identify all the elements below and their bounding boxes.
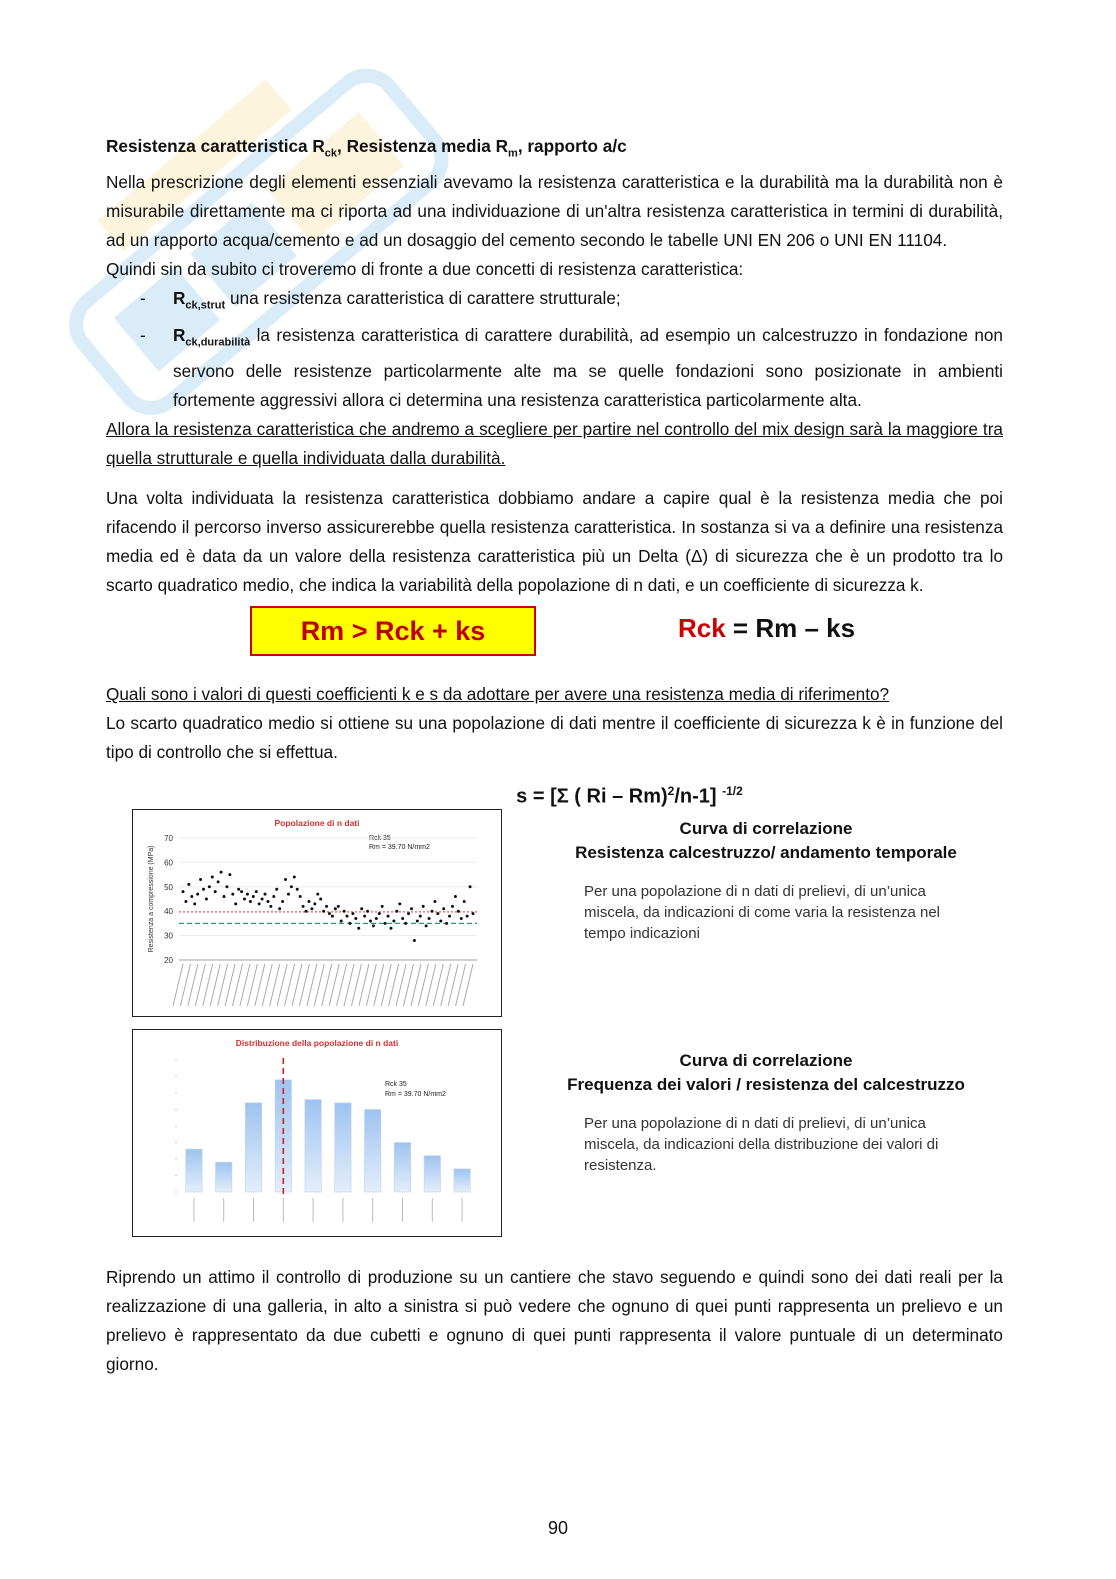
bar xyxy=(305,1100,321,1192)
data-point xyxy=(278,908,281,911)
boxed-formula: Rm > Rck + ks xyxy=(250,606,536,656)
bar xyxy=(186,1149,202,1192)
data-point xyxy=(214,890,217,893)
bar-chart-frame xyxy=(132,1029,502,1237)
data-point xyxy=(360,908,363,911)
bar xyxy=(216,1163,232,1193)
y-tick-label: 20 xyxy=(164,956,173,966)
data-point xyxy=(205,898,208,901)
data-point xyxy=(316,893,319,896)
paragraph-intro: Nella prescrizione degli elementi essenziali avevamo la resistenza caratteristica e la durabilità ma la durabilità non è misurabile direttamente ma ci riporta ad una individuazione di un'altra resistenza caratteristica in termini di durabilità, ad un rapporto acqua/cemento e ad un dosaggio del cemento secondo le tabelle UNI EN 206 o UNI EN 11104. xyxy=(106,172,1003,251)
y-tick-label: 50 xyxy=(164,883,173,893)
data-point xyxy=(351,912,354,915)
caption-subtitle: Resistenza calcestruzzo/ andamento temporale xyxy=(575,843,957,863)
chart-annotation: Rm = 39.70 N/mm2 xyxy=(369,844,430,852)
data-point xyxy=(422,905,425,908)
caption-description: Per una popolazione di n dati di prelievi, di un’unica miscela, da indicazioni della distribuzione dei valori di resistenza. xyxy=(584,1115,939,1175)
data-point xyxy=(436,912,439,915)
data-point xyxy=(407,912,410,915)
data-point xyxy=(208,886,211,889)
data-point xyxy=(187,883,190,886)
data-point xyxy=(202,888,205,891)
data-point xyxy=(433,900,436,903)
chart-title: Popolazione di n dati xyxy=(274,818,360,829)
paragraph-question: Quali sono i valori di questi coefficienti k e s da adottare per avere una resistenza media di riferimento? xyxy=(106,684,890,705)
paragraph-choice: Allora la resistenza caratteristica che andremo a scegliere per partire nel controllo del mix design sarà la maggiore tra quella strutturale e quella individuata dalla durabilità. xyxy=(106,419,1003,469)
data-point xyxy=(258,903,261,906)
y-axis-label: Resistenza a compressione (MPa) xyxy=(148,845,155,953)
data-point xyxy=(419,915,422,918)
bar-chart xyxy=(133,1030,501,1236)
data-point xyxy=(284,878,287,881)
data-point xyxy=(457,910,460,913)
data-point xyxy=(196,893,199,896)
data-point xyxy=(290,886,293,889)
chart-annotation: Rm = 39.70 N/mm2 xyxy=(385,1091,446,1099)
caption-description: Per una popolazione di n dati di prelievi, di un’unica miscela, da indicazioni di come varia la resistenza nel tempo indicazioni xyxy=(584,883,941,943)
data-point xyxy=(472,912,475,915)
data-point xyxy=(299,895,302,898)
data-point xyxy=(223,895,226,898)
data-point xyxy=(243,898,246,901)
formula-row xyxy=(106,600,1003,680)
data-point xyxy=(466,915,469,918)
data-point xyxy=(319,898,322,901)
data-point xyxy=(228,873,231,876)
data-point xyxy=(325,905,328,908)
data-point xyxy=(430,910,433,913)
data-point xyxy=(381,905,384,908)
data-point xyxy=(354,917,357,920)
y-tick-label: 30 xyxy=(164,931,173,941)
figure-row-bars xyxy=(106,1029,1003,1263)
data-point xyxy=(225,886,228,889)
data-point xyxy=(416,920,419,923)
chart-title: Distribuzione della popolazione di n dati xyxy=(235,1038,399,1049)
data-point xyxy=(348,922,351,925)
data-point xyxy=(372,925,375,928)
data-point xyxy=(302,905,305,908)
data-point xyxy=(275,888,278,891)
chart-annotation: Rck 35 xyxy=(369,835,391,843)
paragraph-mean-resistance: Una volta individuata la resistenza caratteristica dobbiamo andare a capire qual è la resistenza media che poi rifacendo il percorso inverso assicurerebbe quella resistenza caratteristica. In sostanza si va a definire una resistenza media ed è data da un valore della resistenza caratteristica più un Delta (Δ) di sicurezza che è un prodotto tra lo scarto quadratico medio, che indica la variabilità della popolazione di n dati, e un coefficiente di sicurezza k. xyxy=(106,488,1003,596)
data-point xyxy=(398,903,401,906)
data-point xyxy=(237,888,240,891)
data-point xyxy=(240,890,243,893)
page-number: 90 xyxy=(547,1518,569,1538)
data-point xyxy=(255,890,258,893)
data-point xyxy=(252,895,255,898)
data-point xyxy=(217,881,220,884)
data-point xyxy=(261,898,264,901)
data-point xyxy=(184,900,187,903)
data-point xyxy=(378,912,381,915)
data-point xyxy=(392,920,395,923)
plain-formula: Rck = Rm – ks xyxy=(678,613,856,644)
data-point xyxy=(310,908,313,911)
data-point xyxy=(346,915,349,918)
data-point xyxy=(266,900,269,903)
data-point xyxy=(445,922,448,925)
data-point xyxy=(328,912,331,915)
data-point xyxy=(190,895,193,898)
bar xyxy=(245,1103,261,1192)
data-point xyxy=(463,900,466,903)
data-point xyxy=(313,903,316,906)
list-item: - $R_{ck,strut}$ una resistenza caratteristica di carattere strutturale; xyxy=(140,288,621,312)
data-point xyxy=(269,905,272,908)
data-point xyxy=(264,893,267,896)
data-point xyxy=(389,927,392,930)
data-point xyxy=(281,900,284,903)
caption-bars xyxy=(556,1049,976,1176)
data-point xyxy=(307,900,310,903)
caption-title: Curva di correlazione xyxy=(679,1051,853,1071)
bar xyxy=(365,1110,381,1193)
data-point xyxy=(305,910,308,913)
caption-scatter xyxy=(556,817,976,944)
bar xyxy=(454,1169,470,1192)
data-point xyxy=(231,893,234,896)
y-tick-label: 70 xyxy=(164,834,173,844)
data-point xyxy=(439,920,442,923)
data-point xyxy=(343,910,346,913)
data-point xyxy=(246,893,249,896)
data-point xyxy=(340,920,343,923)
bar xyxy=(335,1103,351,1192)
y-tick-label: 40 xyxy=(164,907,173,917)
data-point xyxy=(425,925,428,928)
data-point xyxy=(211,876,214,879)
data-point xyxy=(334,908,337,911)
data-point xyxy=(395,910,398,913)
data-point xyxy=(369,920,372,923)
data-point xyxy=(234,903,237,906)
caption-title: Curva di correlazione xyxy=(679,819,853,839)
data-point xyxy=(322,910,325,913)
data-point xyxy=(460,917,463,920)
data-point xyxy=(366,910,369,913)
data-point xyxy=(363,915,366,918)
data-point xyxy=(410,908,413,911)
std-dev-formula: s = [Σ ( Ri – Rm)$^2$/n-1] $^{-1/2}$ xyxy=(516,784,743,808)
scatter-chart xyxy=(133,810,501,1016)
data-point xyxy=(199,878,202,881)
data-point xyxy=(442,908,445,911)
bar xyxy=(424,1156,440,1192)
section-heading: Resistenza caratteristica $R_{ck}$, Resistenza media $R_m$, rapporto a/c xyxy=(106,136,627,160)
data-point xyxy=(220,871,223,874)
resistance-list xyxy=(106,284,1003,415)
data-point xyxy=(287,893,290,896)
data-point xyxy=(331,915,334,918)
data-point xyxy=(249,900,252,903)
scatter-chart-frame xyxy=(132,809,502,1017)
chart-annotation: Rck 35 xyxy=(385,1081,407,1089)
paragraph-std-dev: Lo scarto quadratico medio si ottiene su una popolazione di dati mentre il coefficiente di sicurezza k è in funzione del tipo di controllo che si effettua. xyxy=(106,713,1003,763)
caption-subtitle: Frequenza dei valori / resistenza del calcestruzzo xyxy=(567,1075,965,1095)
data-point xyxy=(454,895,457,898)
data-point xyxy=(182,890,185,893)
data-point xyxy=(451,905,454,908)
data-point xyxy=(413,939,416,942)
bar xyxy=(275,1080,291,1192)
data-point xyxy=(357,927,360,930)
data-point xyxy=(401,917,404,920)
data-point xyxy=(193,903,196,906)
document-page xyxy=(106,132,1003,1379)
data-point xyxy=(375,917,378,920)
bar xyxy=(394,1143,410,1193)
y-tick-label: 60 xyxy=(164,858,173,868)
paragraph-site-data: Riprendo un attimo il controllo di produzione su un cantiere che stavo seguendo e quindi sono dei dati reali per la realizzazione di una galleria, in alto a sinistra si può vedere che ognuno di quei punti rappresenta un prelievo e un prelievo è rappresentato da due cubetti e ognuno di quei punti rappresenta il valore puntuale di un determinato giorno. xyxy=(106,1267,1003,1375)
paragraph-concepts: Quindi sin da subito ci troveremo di fronte a due concetti di resistenza caratteristica: xyxy=(106,259,744,280)
data-point xyxy=(387,915,390,918)
figure-row-scatter xyxy=(106,807,1003,1029)
data-point xyxy=(384,922,387,925)
data-point xyxy=(337,905,340,908)
data-point xyxy=(448,915,451,918)
list-item: - $R_{ck,durabilità}$ la resistenza caratteristica di carattere durabilità, ad esempio un calcestruzzo in fondazione non servono delle resistenze particolarmente alte ma se quelle fondazioni sono posizionate in ambienti fortemente aggressivi allora ci determina una resistenza caratteristica particolarmente alta. xyxy=(140,324,1003,411)
data-point xyxy=(293,876,296,879)
data-point xyxy=(469,886,472,889)
data-point xyxy=(272,895,275,898)
data-point xyxy=(404,922,407,925)
data-point xyxy=(428,917,431,920)
data-point xyxy=(296,888,299,891)
